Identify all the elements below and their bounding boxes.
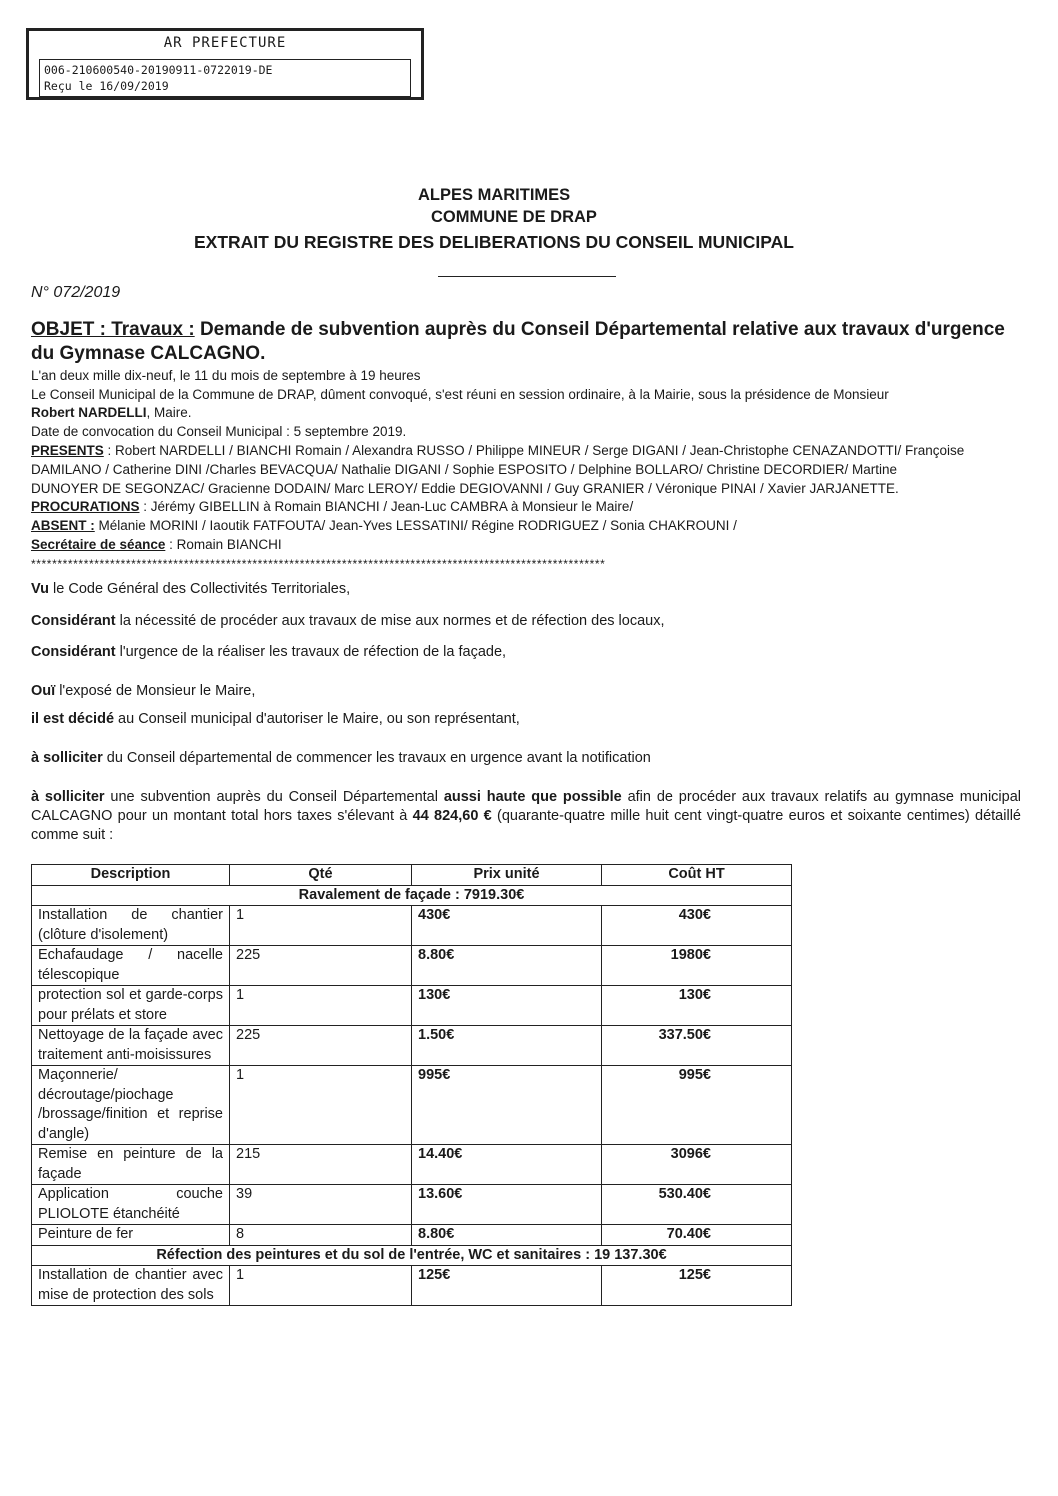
- row-quantity: 225: [230, 1026, 412, 1066]
- oui-text: l'exposé de Monsieur le Maire,: [55, 683, 256, 699]
- row-unit-price: 130€: [412, 986, 602, 1026]
- table-row: [32, 1026, 792, 1066]
- considerant-text-1: la nécessité de procéder aux travaux de mise aux normes et de réfection des locaux,: [115, 613, 665, 629]
- section-interior: [32, 1245, 792, 1266]
- row-unit-price: 430€: [412, 906, 602, 946]
- presents-text-1: : Robert NARDELLI / BIANCHI Romain / Alexandra RUSSO / Philippe MINEUR / Serge DIGANI / Jean-Christophe CENAZANDOTTI/ Françoise: [103, 443, 965, 458]
- subject-label: OBJET : Travaux :: [31, 319, 195, 340]
- row-unit-price: 13.60€: [412, 1185, 602, 1225]
- row-cost: 430€: [602, 906, 792, 946]
- decision-text: au Conseil municipal d'autoriser le Maire, ou son représentant,: [114, 711, 520, 727]
- solliciter-text-2a: une subvention auprès du Conseil Départemental: [104, 789, 444, 805]
- header-cost: Coût HT: [602, 865, 792, 886]
- section-facade: [32, 885, 792, 906]
- procurations-text: : Jérémy GIBELLIN à Romain BIANCHI / Jean-Luc CAMBRA à Monsieur le Maire/: [139, 499, 634, 514]
- session-convened: Le Conseil Municipal de la Commune de DRAP, dûment convoqué, s'est réuni en session ordinaire, à la Mairie, sous la présidence de Monsieur: [31, 387, 889, 402]
- stamp-details: [39, 59, 411, 97]
- row-cost: 530.40€: [602, 1185, 792, 1225]
- table-row: [32, 1145, 792, 1185]
- deliberation-number: N° 072/2019: [31, 284, 121, 301]
- secretary-text: : Romain BIANCHI: [165, 537, 282, 552]
- row-quantity: 1: [230, 906, 412, 946]
- table-row: [32, 1066, 792, 1145]
- solliciter-paragraph-1: [31, 749, 1021, 768]
- considerant-paragraph-1: [31, 612, 1021, 631]
- secretary-line: [31, 537, 282, 552]
- row-unit-price: 8.80€: [412, 946, 602, 986]
- oui-paragraph: [31, 682, 1021, 701]
- deliberation-subject: [31, 318, 1031, 366]
- row-unit-price: 995€: [412, 1066, 602, 1145]
- stamp-title: AR PREFECTURE: [163, 35, 287, 51]
- table-row: [32, 1225, 792, 1246]
- section-facade-label: Ravalement de façade : 7919.30€: [32, 885, 792, 906]
- row-quantity: 8: [230, 1225, 412, 1246]
- solliciter-emphasis: aussi haute que possible: [443, 789, 622, 805]
- row-quantity: 1: [230, 1266, 412, 1306]
- absent-line: [31, 518, 737, 533]
- presents-line-1: [31, 443, 964, 458]
- prefecture-stamp: [26, 28, 424, 100]
- row-description: Peinture de fer: [32, 1225, 230, 1246]
- row-description: Installation de chantier avec mise de protection des sols: [32, 1266, 230, 1306]
- convocation-date: Date de convocation du Conseil Municipal : 5 septembre 2019.: [31, 424, 407, 439]
- presents-label: PRESENTS: [31, 443, 104, 458]
- presents-line-3: DUNOYER DE SEGONZAC/ Gracienne DODAIN/ Marc LEROY/ Eddie DEGIOVANNI / Guy GRANIER / Véronique PINAI / Xavier JARJANETTE.: [31, 481, 899, 496]
- solliciter-keyword-2: à solliciter: [31, 789, 105, 805]
- document-title: EXTRAIT DU REGISTRE DES DELIBERATIONS DU CONSEIL MUNICIPAL: [194, 232, 794, 252]
- oui-keyword: Ouï: [31, 683, 56, 699]
- subject-text: Demande de subvention auprès du Conseil Départemental relative aux travaux d'urgence du Gymnase CALCAGNO.: [31, 319, 1005, 364]
- solliciter-text-1: du Conseil départemental de commencer les travaux en urgence avant la notification: [102, 750, 651, 766]
- president-role: , Maire.: [146, 405, 192, 420]
- header-unit-price: Prix unité: [412, 865, 602, 886]
- row-cost: 125€: [602, 1266, 792, 1306]
- vu-text: le Code Général des Collectivités Territoriales,: [49, 581, 351, 597]
- row-cost: 995€: [602, 1066, 792, 1145]
- considerant-keyword-1: Considérant: [31, 613, 116, 629]
- considerant-text-2: l'urgence de la réaliser les travaux de réfection de la façade,: [115, 644, 507, 660]
- decision-keyword: il est décidé: [31, 711, 115, 727]
- row-cost: 130€: [602, 986, 792, 1026]
- stamp-received-date: Reçu le 16/09/2019: [44, 79, 169, 93]
- row-quantity: 215: [230, 1145, 412, 1185]
- table-row: [32, 1266, 792, 1306]
- procurations-line: [31, 499, 633, 514]
- row-description: Application couche PLIOLOTE étanchéité: [32, 1185, 230, 1225]
- stamp-reference: 006-210600540-20190911-0722019-DE: [44, 63, 273, 77]
- row-cost: 1980€: [602, 946, 792, 986]
- department-name: ALPES MARITIMES: [418, 186, 571, 204]
- solliciter-text-2c: (quarante-quatre mille huit cent vingt-quatre euros et soixante centimes) détaillé comme suit :: [31, 808, 1021, 843]
- table-row: [32, 1185, 792, 1225]
- table-row: [32, 946, 792, 986]
- row-description: protection sol et garde-corps pour prélats et store: [32, 986, 230, 1026]
- row-cost: 337.50€: [602, 1026, 792, 1066]
- row-cost: 70.40€: [602, 1225, 792, 1246]
- row-unit-price: 1.50€: [412, 1026, 602, 1066]
- row-quantity: 39: [230, 1185, 412, 1225]
- table-header-row: [32, 865, 792, 886]
- total-amount: 44 824,60 €: [412, 808, 492, 824]
- vu-paragraph: [31, 580, 1021, 599]
- cost-table: [31, 864, 792, 1306]
- decision-paragraph: [31, 710, 1021, 729]
- solliciter-paragraph-2: [31, 788, 1021, 845]
- header-divider: [438, 276, 616, 277]
- row-unit-price: 8.80€: [412, 1225, 602, 1246]
- row-description: Maçonnerie/ décroutage/piochage /brossage/finition et reprise d'angle): [32, 1066, 230, 1145]
- procurations-label: PROCURATIONS: [31, 499, 140, 514]
- considerant-keyword-2: Considérant: [31, 644, 116, 660]
- table-row: [32, 906, 792, 946]
- row-description: Installation de chantier (clôture d'isolement): [32, 906, 230, 946]
- absent-label: ABSENT :: [31, 518, 95, 533]
- solliciter-keyword-1: à solliciter: [31, 750, 103, 766]
- row-cost: 3096€: [602, 1145, 792, 1185]
- row-description: Remise en peinture de la façade: [32, 1145, 230, 1185]
- considerant-paragraph-2: [31, 643, 1021, 662]
- row-description: Nettoyage de la façade avec traitement anti-moisissures: [32, 1026, 230, 1066]
- header-quantity: Qté: [230, 865, 412, 886]
- commune-name: COMMUNE DE DRAP: [431, 208, 597, 226]
- president-name: Robert NARDELLI: [31, 405, 147, 420]
- table-row: [32, 986, 792, 1026]
- presents-line-2: DAMILANO / Catherine DINI /Charles BEVACQUA/ Nathalie DIGANI / Sophie ESPOSITO / Delphine BOLLARO/ Christine DECORDIER/ Martine: [31, 462, 898, 477]
- separator-stars: *************************************************************************************************************: [31, 557, 606, 571]
- row-quantity: 1: [230, 1066, 412, 1145]
- vu-keyword: Vu: [31, 581, 49, 597]
- row-unit-price: 125€: [412, 1266, 602, 1306]
- row-quantity: 1: [230, 986, 412, 1026]
- row-quantity: 225: [230, 946, 412, 986]
- absent-text: Mélanie MORINI / Iaoutik FATFOUTA/ Jean-Yves LESSATINI/ Régine RODRIGUEZ / Sonia CHAKROUNI /: [94, 518, 737, 533]
- row-unit-price: 14.40€: [412, 1145, 602, 1185]
- solliciter-text-2b: afin de procéder aux travaux relatifs au gymnase municipal CALCAGNO pour un montant total hors taxes s'élevant à: [31, 789, 1022, 824]
- secretary-label: Secrétaire de séance: [31, 537, 166, 552]
- session-date: L'an deux mille dix-neuf, le 11 du mois de septembre à 19 heures: [31, 368, 421, 383]
- row-description: Echafaudage / nacelle télescopique: [32, 946, 230, 986]
- session-president: [31, 405, 192, 420]
- header-description: Description: [32, 865, 230, 886]
- section-interior-label: Réfection des peintures et du sol de l'entrée, WC et sanitaires : 19 137.30€: [32, 1245, 792, 1266]
